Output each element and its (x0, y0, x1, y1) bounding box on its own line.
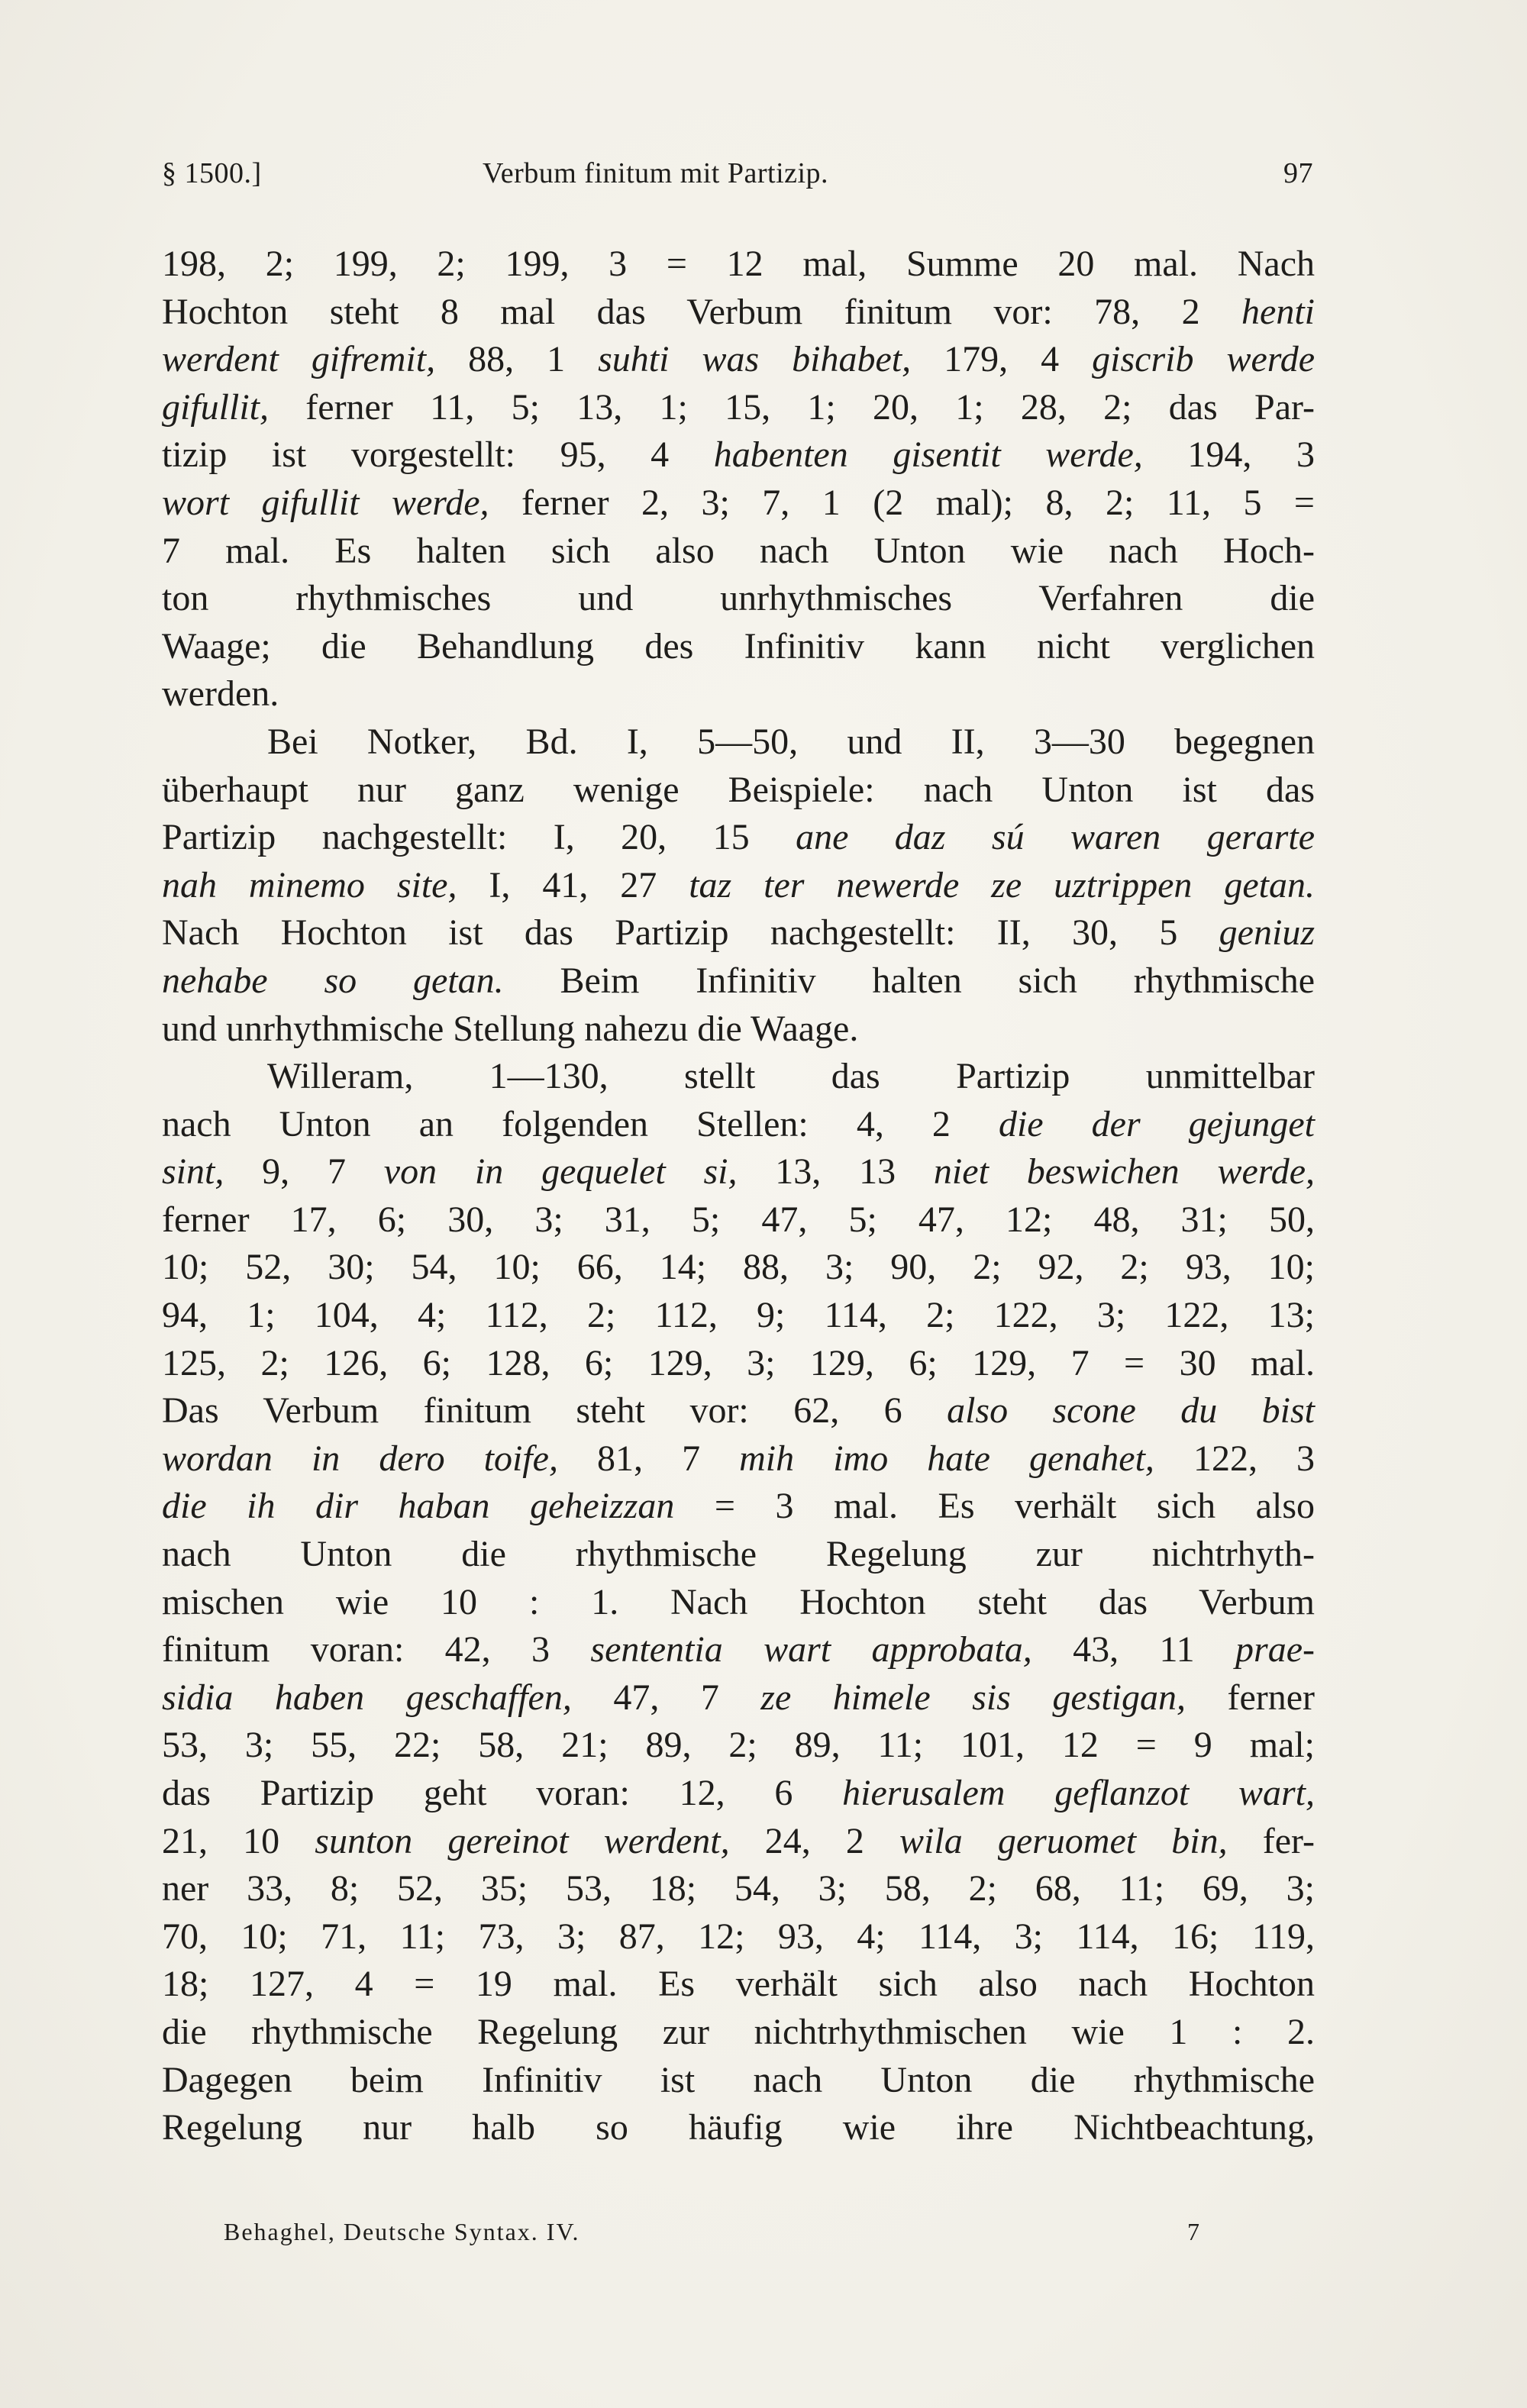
italic-quotation: nah minemo site, (162, 864, 457, 905)
italic-quotation: wort gifullit werde, (162, 482, 489, 523)
text-run: Hochton steht 8 mal das Verbum finitum vor: 78, 2 (162, 291, 1242, 332)
text-line (162, 2009, 1315, 2057)
text-run: nach Unton die rhythmische Regelung zur nichtrhyth- (162, 1534, 1315, 1575)
text-line (162, 623, 1315, 671)
text-run: die rhythmische Regelung zur nichtrhythmischen wie 1 : 2. (162, 2011, 1315, 2052)
text-run: nach Unton an folgenden Stellen: 4, 2 (162, 1103, 999, 1144)
text-line (162, 1053, 1315, 1101)
text-run: 7 mal. Es halten sich also nach Unton wie nach Hoch- (162, 530, 1315, 571)
text-run: ton rhythmisches und unrhythmisches Verfahren die (162, 578, 1315, 619)
text-line (162, 1865, 1315, 1913)
italic-quotation: die ih dir haban geheizzan (162, 1486, 675, 1527)
text-run: Dagegen beim Infinitiv ist nach Unton die rhythmische (162, 2059, 1315, 2100)
italic-quotation: taz ter newerde ze uztrippen getan. (689, 864, 1316, 905)
text-line (162, 240, 1315, 289)
italic-quotation: wila geruomet bin, (899, 1820, 1228, 1861)
italic-quotation: von in gequelet si, (383, 1151, 738, 1193)
text-line (162, 1770, 1315, 1818)
text-run: 70, 10; 71, 11; 73, 3; 87, 12; 93, 4; 114, 3; 114, 16; 119, (162, 1916, 1315, 1957)
italic-quotation: hierusalem geflanzot wart, (842, 1773, 1315, 1813)
page-number: 97 (1283, 157, 1313, 189)
text-run: 24, 2 (729, 1820, 899, 1861)
text-line (162, 1674, 1315, 1722)
italic-quotation: ze himele sis gestigan, (760, 1677, 1186, 1718)
text-line (162, 1101, 1315, 1149)
text-line (162, 1531, 1315, 1579)
text-run: Partizip nachgestellt: I, 20, 15 (162, 817, 796, 858)
section-reference: § 1500.] (162, 157, 262, 189)
text-line (162, 479, 1315, 528)
text-run: 43, 11 (1031, 1629, 1236, 1670)
text-run: 53, 3; 55, 22; 58, 21; 89, 2; 89, 11; 101, 12 = 9 mal; (162, 1725, 1315, 1766)
text-line (162, 1818, 1315, 1866)
text-line (162, 1148, 1315, 1196)
italic-quotation: werdent gifremit, (162, 339, 436, 380)
text-run: Regelung nur halb so häufig wie ihre Nichtbeachtung, (162, 2107, 1315, 2148)
running-header (162, 157, 1313, 199)
text-run: 10; 52, 30; 54, 10; 66, 14; 88, 3; 90, 2; 92, 2; 93, 10; (162, 1247, 1315, 1288)
italic-quotation: mih imo hate genahet, (739, 1438, 1154, 1479)
text-run: überhaupt nur ganz wenige Beispiele: nach Unton ist das (162, 769, 1315, 810)
text-line (162, 336, 1315, 384)
text-run: Nach Hochton ist das Partizip nachgestellt: II, 30, 5 (162, 912, 1219, 954)
italic-quotation: sint, (162, 1151, 224, 1193)
text-line (162, 670, 1315, 718)
text-run: Willeram, 1—130, stellt das Partizip unmittelbar (267, 1056, 1315, 1097)
italic-quotation: ane daz sú waren gerarte (796, 817, 1316, 858)
text-line (162, 431, 1315, 479)
footer-book-title: Behaghel, Deutsche Syntax. IV. (224, 2218, 580, 2245)
text-run: 9, 7 (224, 1151, 384, 1193)
body-text (162, 240, 1315, 2152)
text-run: 125, 2; 126, 6; 128, 6; 129, 3; 129, 6; 129, 7 = 30 mal. (162, 1342, 1315, 1383)
text-line (162, 1340, 1315, 1388)
text-run: = 3 mal. Es verhält sich also (674, 1486, 1316, 1527)
text-line (162, 767, 1315, 815)
text-line (162, 1913, 1315, 1961)
text-run: ferner (1186, 1677, 1316, 1718)
text-run: Bei Notker, Bd. I, 5—50, und II, 3—30 begegnen (267, 721, 1315, 762)
text-run: Beim Infinitiv halten sich rhythmische (503, 960, 1315, 1001)
text-run: 198, 2; 199, 2; 199, 3 = 12 mal, Summe 20 mal. Nach (162, 244, 1315, 284)
text-line (162, 1483, 1315, 1531)
italic-quotation: habenten gisentit werde, (713, 434, 1143, 476)
italic-quotation: sententia wart approbata, (590, 1629, 1032, 1670)
text-run: 122, 3 (1154, 1438, 1316, 1479)
text-line (162, 1005, 1315, 1054)
text-run: das Partizip geht voran: 12, 6 (162, 1773, 843, 1813)
text-run: werden. (162, 673, 279, 715)
text-line (162, 1244, 1315, 1292)
text-line (162, 575, 1315, 623)
italic-quotation: giscrib werde (1092, 339, 1316, 380)
italic-quotation: prae- (1235, 1629, 1316, 1670)
running-title: Verbum finitum mit Partizip. (483, 157, 829, 189)
italic-quotation: suhti was bihabet, (598, 339, 912, 380)
italic-quotation: gifullit, (162, 386, 270, 428)
text-run: ferner 17, 6; 30, 3; 31, 5; 47, 5; 47, 12; 48, 31; 50, (162, 1199, 1315, 1240)
text-run: Waage; die Behandlung des Infinitiv kann nicht verglichen (162, 625, 1315, 667)
text-run: 18; 127, 4 = 19 mal. Es verhält sich also nach Hochton (162, 1964, 1315, 2005)
page-footer (224, 2218, 1201, 2256)
text-run: 194, 3 (1142, 434, 1316, 476)
italic-quotation: nehabe so getan. (162, 960, 504, 1001)
text-line (162, 862, 1315, 910)
text-line (162, 1961, 1315, 2009)
text-line (162, 1579, 1315, 1627)
italic-quotation: sunton gereinot werdent, (315, 1820, 730, 1861)
italic-quotation: niet beswichen werde, (933, 1151, 1315, 1193)
text-line (162, 289, 1315, 337)
text-line (162, 909, 1315, 957)
text-run: 81, 7 (557, 1438, 740, 1479)
text-run: I, 41, 27 (457, 864, 689, 905)
text-run: tizip ist vorgestellt: 95, 4 (162, 434, 714, 476)
italic-quotation: wordan in dero toife, (162, 1438, 558, 1479)
text-run: 13, 13 (737, 1151, 934, 1193)
text-line (162, 1387, 1315, 1435)
text-line (162, 1292, 1315, 1340)
italic-quotation: henti (1241, 291, 1315, 332)
italic-quotation: sidia haben geschaffen, (162, 1677, 572, 1718)
italic-quotation: also scone du bist (947, 1390, 1316, 1432)
text-line (162, 814, 1315, 862)
text-line (162, 2104, 1315, 2152)
text-run: 47, 7 (571, 1677, 761, 1718)
text-run: ferner 2, 3; 7, 1 (2 mal); 8, 2; 11, 5 = (489, 482, 1315, 523)
footer-signature-mark: 7 (1187, 2218, 1201, 2245)
text-run: Das Verbum finitum steht vor: 62, 6 (162, 1390, 948, 1432)
text-run: mischen wie 10 : 1. Nach Hochton steht das Verbum (162, 1581, 1315, 1622)
italic-quotation: die der gejunget (998, 1103, 1316, 1144)
text-line (162, 1196, 1315, 1244)
text-run: fer- (1227, 1820, 1316, 1861)
text-run: 21, 10 (162, 1820, 315, 1861)
text-run: 94, 1; 104, 4; 112, 2; 112, 9; 114, 2; 122, 3; 122, 13; (162, 1295, 1315, 1336)
text-run: und unrhythmische Stellung nahezu die Waage. (162, 1008, 859, 1049)
text-line (162, 957, 1315, 1005)
text-line (162, 1722, 1315, 1770)
text-run: ferner 11, 5; 13, 1; 15, 1; 20, 1; 28, 2; das Par- (269, 386, 1315, 428)
italic-quotation: geniuz (1219, 912, 1315, 954)
text-line (162, 1435, 1315, 1483)
text-line (162, 1626, 1315, 1674)
text-run: 88, 1 (435, 339, 599, 380)
text-run: finitum voran: 42, 3 (162, 1629, 591, 1670)
text-line (162, 2057, 1315, 2105)
text-line (162, 384, 1315, 432)
text-run: 179, 4 (911, 339, 1093, 380)
text-line (162, 528, 1315, 576)
text-line (162, 718, 1315, 767)
text-run: ner 33, 8; 52, 35; 53, 18; 54, 3; 58, 2; 68, 11; 69, 3; (162, 1868, 1315, 1909)
